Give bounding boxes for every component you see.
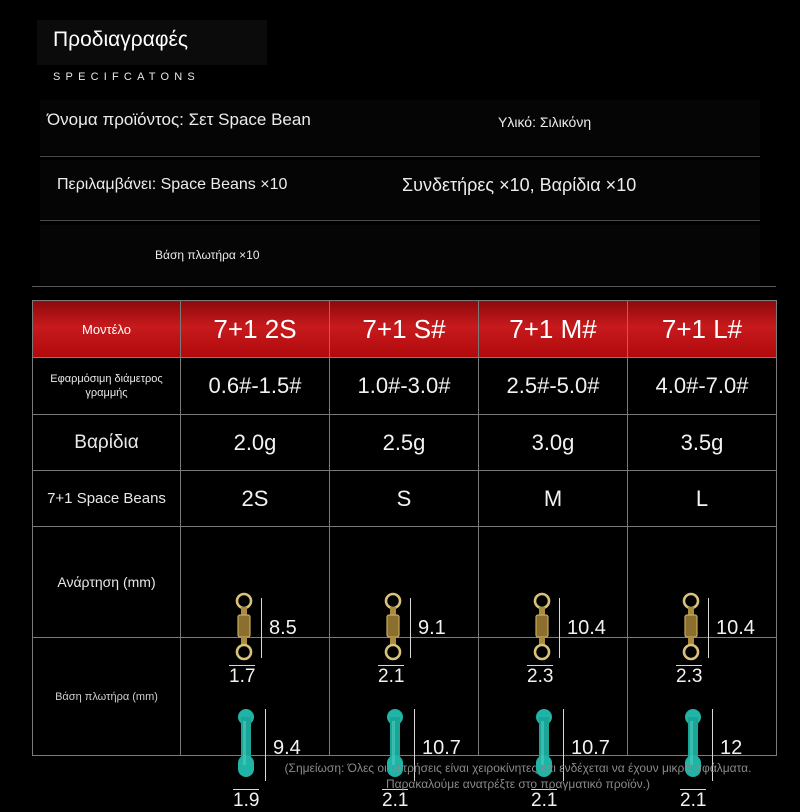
- model-label: Μοντέλο: [33, 301, 181, 358]
- swivel-icon: [378, 592, 408, 662]
- divider: [40, 220, 760, 221]
- swivel-cell: [479, 527, 628, 687]
- weight-value: 2.0g: [181, 415, 330, 471]
- float-height: 12: [720, 736, 743, 759]
- swivel-label: Ανάρτηση (mm): [33, 527, 181, 638]
- includes-swivels-weights: Συνδετήρες ×10, Βαρίδια ×10: [402, 175, 637, 195]
- weight-value: 3.0g: [479, 415, 628, 471]
- swivel-cell: [330, 527, 479, 687]
- height-dimension-line: [410, 598, 411, 658]
- line-value: 2.5#-5.0#: [479, 358, 628, 415]
- swivel-cell: [181, 527, 330, 687]
- float-width: [382, 790, 408, 812]
- material: Υλικό: Σιλικόνη: [498, 114, 592, 130]
- swivel-icon: [229, 592, 259, 662]
- beans-value: S: [330, 471, 479, 527]
- swivel-width-value: 1.7: [229, 666, 256, 687]
- model-s: 7+1 S#: [330, 301, 479, 358]
- float-width: [531, 790, 557, 812]
- page-subtitle: SPECIFCATONS: [53, 71, 200, 83]
- beans-value: M: [479, 471, 628, 527]
- beans-value: L: [628, 471, 777, 527]
- swivel-height: 10.4: [567, 617, 606, 639]
- table-row-model: [33, 301, 777, 358]
- measurement-note: (Σημείωση: Όλες οι μετρήσεις είναι χειροκίνητες και ενδέχεται να έχουν μικρά σφάλματα. Παρακαλούμε ανατρέξτε στο πραγματικό προϊόν.): [284, 761, 752, 791]
- float-height: 9.4: [273, 736, 301, 759]
- swivel-width-value: 2.1: [378, 666, 405, 687]
- divider: [40, 156, 760, 157]
- weight-value: 2.5g: [330, 415, 479, 471]
- line-value: 4.0#-7.0#: [628, 358, 777, 415]
- float-label: Βάση πλωτήρα (mm): [33, 638, 181, 756]
- line-value: 0.6#-1.5#: [181, 358, 330, 415]
- swivel-width-value: 2.3: [527, 666, 554, 687]
- float-width: [680, 790, 706, 812]
- swivel-width-value: 2.3: [676, 666, 703, 687]
- height-dimension-line: [708, 598, 709, 658]
- swivel-width: [676, 666, 702, 688]
- float-width-value: 2.1: [680, 789, 707, 811]
- table-row-weight: [33, 415, 777, 471]
- model-m: 7+1 M#: [479, 301, 628, 358]
- float-width-value: 1.9: [233, 789, 260, 811]
- height-dimension-line: [261, 598, 262, 658]
- swivel-width: [378, 666, 404, 688]
- line-label: Εφαρμόσιμη διάμετρος γραμμής: [33, 358, 181, 415]
- float-width-value: 2.1: [382, 789, 409, 811]
- float-width: [233, 790, 259, 812]
- includes-beans: Περιλαμβάνει: Space Beans ×10: [57, 176, 288, 193]
- swivel-height: 10.4: [716, 617, 755, 639]
- swivel-icon: [527, 592, 557, 662]
- model-l: 7+1 L#: [628, 301, 777, 358]
- table-row-swivel: [33, 527, 777, 638]
- info-row-3: [40, 225, 760, 285]
- line-value: 1.0#-3.0#: [330, 358, 479, 415]
- swivel-height: 8.5: [269, 617, 297, 639]
- float-width-value: 2.1: [531, 789, 558, 811]
- includes-float-base: Βάση πλωτήρα ×10: [155, 248, 260, 262]
- product-name: Όνομα προϊόντος: Σετ Space Bean: [47, 110, 311, 129]
- float-height: 10.7: [422, 736, 461, 759]
- swivel-width: [527, 666, 553, 688]
- page-title: Προδιαγραφές: [53, 28, 188, 51]
- beans-value: 2S: [181, 471, 330, 527]
- swivel-icon: [676, 592, 706, 662]
- height-dimension-line: [559, 598, 560, 658]
- swivel-height: 9.1: [418, 617, 446, 639]
- swivel-cell: [628, 527, 777, 687]
- float-base-icon: [231, 707, 261, 782]
- swivel-width: [229, 666, 255, 688]
- table-row-line: [33, 358, 777, 415]
- beans-label: 7+1 Space Beans: [33, 471, 181, 527]
- float-height: 10.7: [571, 736, 610, 759]
- weight-value: 3.5g: [628, 415, 777, 471]
- divider: [32, 286, 776, 287]
- model-2s: 7+1 2S: [181, 301, 330, 358]
- table-row-beans: [33, 471, 777, 527]
- weight-label: Βαρίδια: [33, 415, 181, 471]
